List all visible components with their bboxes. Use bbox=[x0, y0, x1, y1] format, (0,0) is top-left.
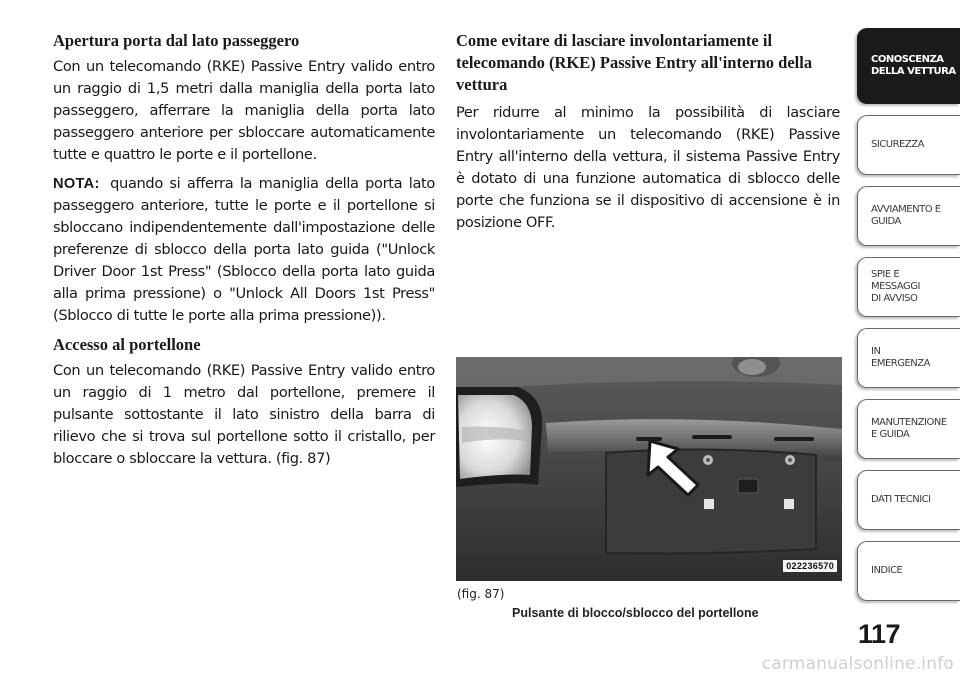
note-paragraph bbox=[53, 173, 435, 327]
tab-label: MANUTENZIONE E GUIDA bbox=[871, 417, 947, 440]
tab-manutenzione[interactable] bbox=[857, 399, 960, 459]
figure-caption: Pulsante di blocco/sblocco del portellone bbox=[512, 606, 759, 620]
chapter-sidebar bbox=[857, 28, 960, 612]
photo-code: 022236570 bbox=[783, 560, 837, 572]
figure-label: (fig. 87) bbox=[457, 587, 505, 601]
tab-label: IN EMERGENZA bbox=[871, 346, 930, 369]
note-label: NOTA: bbox=[53, 176, 100, 192]
paragraph-passenger-door: Con un telecomando (RKE) Passive Entry valido entro un raggio di 1,5 metri dalla maniglia della porta lato passeggero, afferrare la maniglia della porta lato passeggero anteriore per sbloccare automaticamente tutte e quattro le porte e il portellone. bbox=[53, 58, 435, 163]
tab-label: CONOSCENZA DELLA VETTURA bbox=[871, 54, 956, 77]
tab-sicurezza[interactable] bbox=[857, 115, 960, 175]
paragraph-liftgate: Con un telecomando (RKE) Passive Entry valido entro un raggio di 1 metro dal portellone, premere il pulsante sottostante il lato sinistro della barra di rilievo che si trova sul portellone sotto il cristallo, per bloccare o sbloccare la vettura. (fig. 87) bbox=[53, 362, 435, 467]
tab-label: AVVIAMENTO E GUIDA bbox=[871, 204, 941, 227]
tab-in-emergenza[interactable] bbox=[857, 328, 960, 388]
tab-label: SPIE E MESSAGGI DI AVVISO bbox=[871, 269, 920, 304]
tab-conoscenza-vettura[interactable] bbox=[857, 28, 960, 104]
heading-avoid-keyfob: Come evitare di lasciare involontariamente il telecomando (RKE) Passive Entry all'interno della vettura bbox=[456, 31, 813, 94]
liftgate-photo bbox=[456, 357, 842, 581]
tab-spie-messaggi[interactable] bbox=[857, 257, 960, 317]
tab-dati-tecnici[interactable] bbox=[857, 470, 960, 530]
tab-label: SICUREZZA bbox=[871, 139, 924, 150]
tab-avviamento-guida[interactable] bbox=[857, 186, 960, 246]
liftgate-illustration bbox=[456, 357, 842, 581]
paragraph-avoid-keyfob: Per ridurre al minimo la possibilità di lasciare involontariamente un telecomando (RKE) Passive Entry all'interno della vettura, il sistema Passive Entry è dotato di una funzione automatica di sblocco delle porte che funziona se il dispositivo di accensione è in posizione OFF. bbox=[456, 104, 840, 231]
note-text: quando si afferra la maniglia della porta lato passeggero anteriore, tutte le porte e il portellone si sbloccano indipendentemente dall'impostazione delle preferenze di sblocco della porta lato guida ("Unlock Driver Door 1st Press" (Sblocco della porta lato guida alla prima pressione) o "Unlock All Doors 1st Press" (Sblocco di tutte le porte alla prima pressione)). bbox=[53, 175, 435, 324]
right-column bbox=[456, 30, 840, 241]
page-number: 117 bbox=[858, 619, 901, 649]
tab-label: DATI TECNICI bbox=[871, 494, 931, 505]
tab-label: INDICE bbox=[871, 565, 903, 576]
left-column bbox=[53, 30, 435, 477]
tab-indice[interactable] bbox=[857, 541, 960, 601]
heading-passenger-door: Apertura porta dal lato passeggero bbox=[53, 31, 300, 50]
heading-liftgate: Accesso al portellone bbox=[53, 335, 201, 354]
watermark: carmanualsonline.info bbox=[761, 654, 954, 674]
